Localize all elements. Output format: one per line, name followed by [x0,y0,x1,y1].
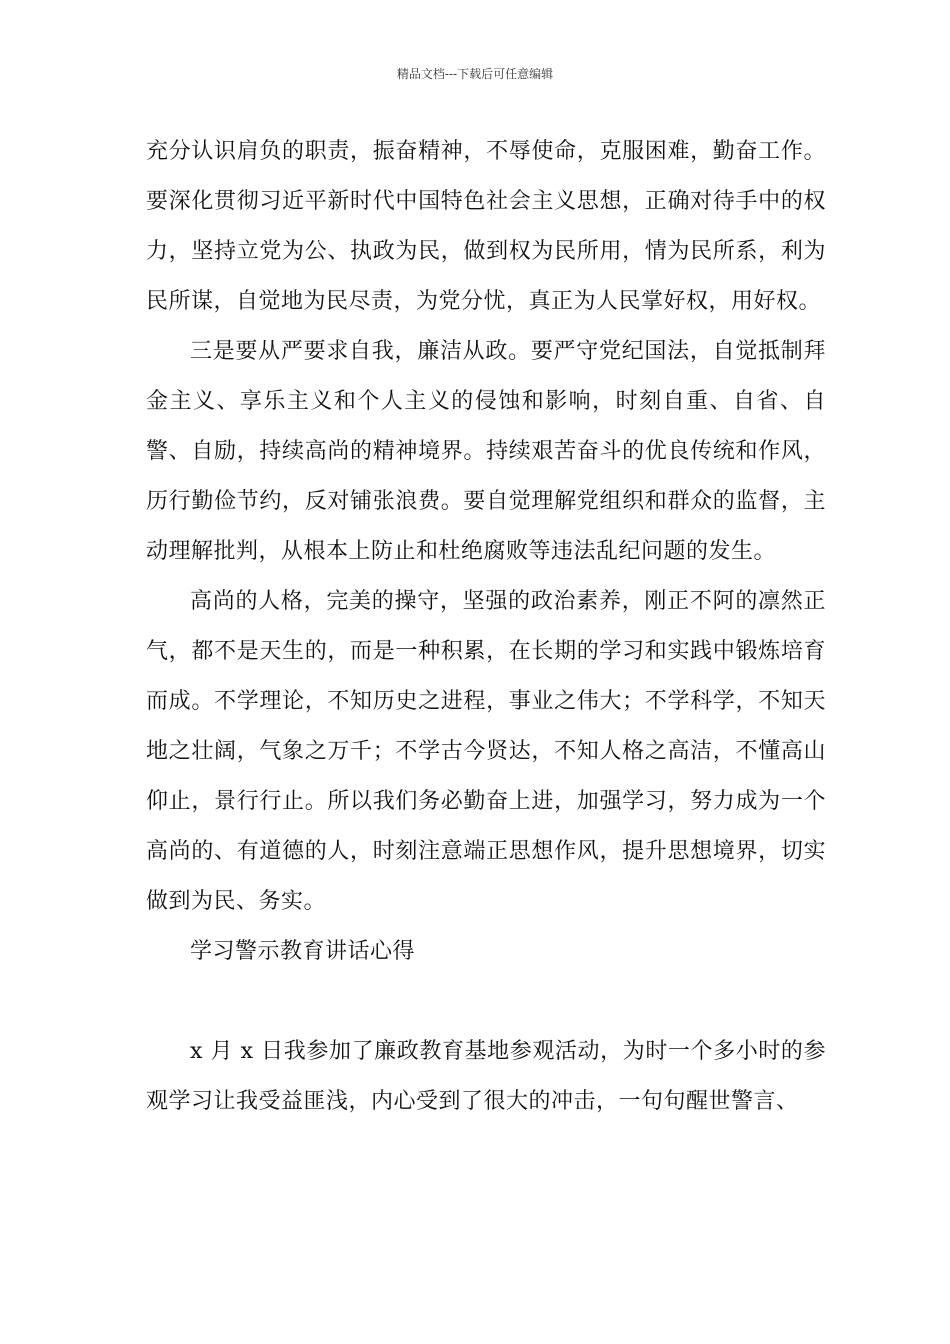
document-body [146,127,826,1127]
blank-line [146,977,826,1027]
paragraph-1: 充分认识肩负的职责，振奋精神，不辱使命，克服困难，勤奋工作。要深化贯彻习近平新时代中国特色社会主义思想，正确对待手中的权力，坚持立党为公、执政为民，做到权为民所用，情为民所系，利为民所谋，自觉地为民尽责，为党分忧，真正为人民掌好权，用好权。 [146,139,826,314]
paragraph-2: 三是要从严要求自我，廉洁从政。要严守党纪国法，自觉抵制拜金主义、享乐主义和个人主义的侵蚀和影响，时刻自重、自省、自警、自励，持续高尚的精神境界。持续艰苦奋斗的优良传统和作风，历行勤俭节约，反对铺张浪费。要自觉理解党组织和群众的监督，主动理解批判，从根本上防止和杜绝腐败等违法乱纪问题的发生。 [146,339,826,564]
section-title: 学习警示教育讲话心得 [190,939,416,964]
paragraph-3: 高尚的人格，完美的操守，坚强的政治素养，刚正不阿的凛然正气，都不是天生的，而是一种积累，在长期的学习和实践中锻炼培育而成。不学理论，不知历史之进程，事业之伟大；不学科学，不知天地之壮阔，气象之万千；不学古今贤达，不知人格之高洁，不懂高山仰止，景行行止。所以我们务必勤奋上进，加强学习，努力成为一个高尚的、有道德的人，时刻注意端正思想作风，提升思想境界，切实做到为民、务实。 [146,589,826,914]
page-header: 精品文档---下载后可任意编辑 [396,67,554,81]
paragraph-4: x 月 x 日我参加了廉政教育基地参观活动，为时一个多小时的参观学习让我受益匪浅，内心受到了很大的冲击，一句句醒世警言、 [146,1039,826,1114]
